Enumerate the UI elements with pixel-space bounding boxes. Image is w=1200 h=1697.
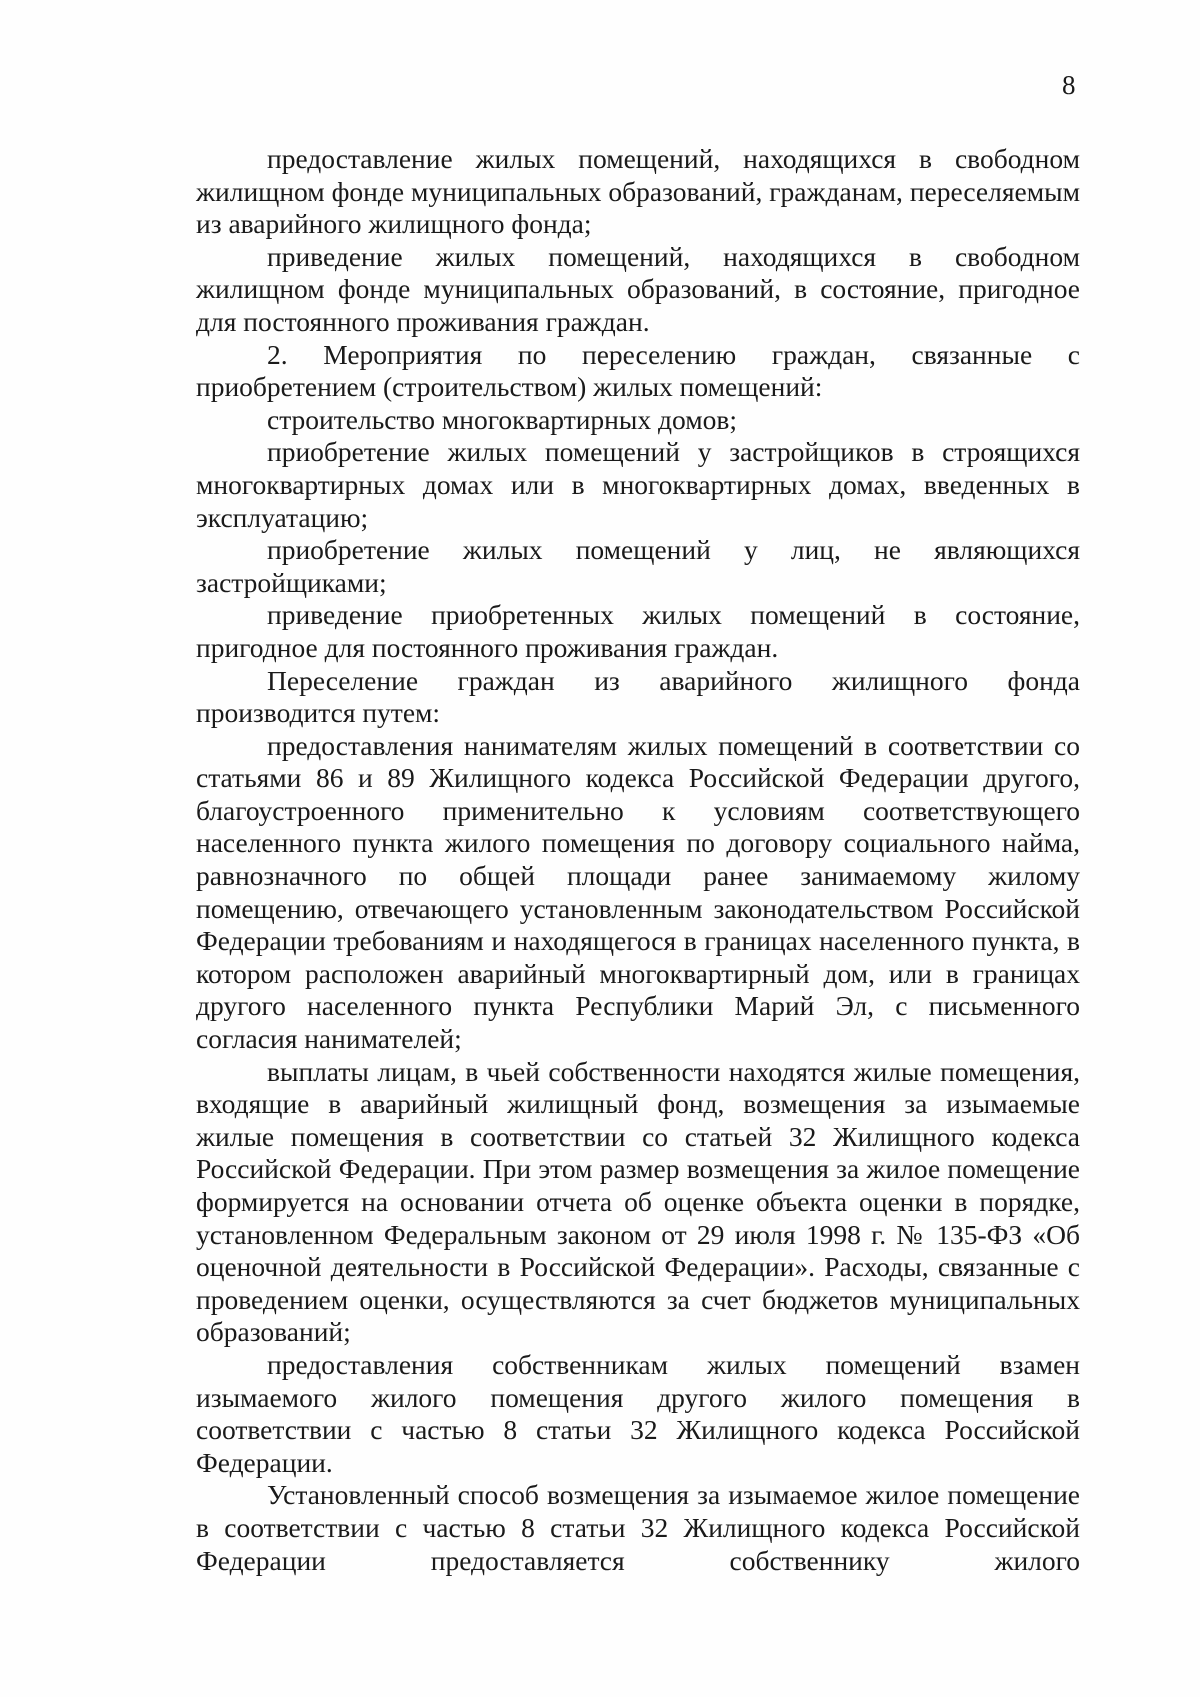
paragraph: приведение приобретенных жилых помещений в состояние, пригодное для постоянного проживания граждан. — [196, 599, 1080, 663]
page-number: 8 — [1062, 70, 1076, 100]
paragraph: предоставление жилых помещений, находящихся в свободном жилищном фонде муниципальных образований, гражданам, переселяемым из аварийного жилищного фонда; — [196, 143, 1080, 240]
paragraph: предоставления нанимателям жилых помещений в соответствии со статьями 86 и 89 Жилищного кодекса Российской Федерации другого, благоустроенного применительно к условиям соответствующего населенного пункта жилого помещения по договору социального найма, равнозначного по общей площади ранее занимаемому жилому помещению, отвечающего установленным законодательством Российской Федерации требованиям и находящегося в границах населенного пункта, в котором расположен аварийный многоквартирный дом, или в границах другого населенного пункта Республики Марий Эл, с письменного согласия нанимателей; — [196, 729, 1080, 1055]
paragraph: предоставления собственникам жилых помещений взамен изымаемого жилого помещения другого жилого помещения в соответствии с частью 8 статьи 32 Жилищного кодекса Российской Федерации. — [196, 1348, 1080, 1478]
paragraph: 2. Мероприятия по переселению граждан, связанные с приобретением (строительством) жилых помещений: — [196, 338, 1080, 403]
paragraph: Переселение граждан из аварийного жилищного фонда производится путем: — [196, 664, 1080, 729]
paragraph: приобретение жилых помещений у застройщиков в строящихся многоквартирных домах или в многоквартирных домах, введенных в эксплуатацию; — [196, 436, 1080, 533]
document-body — [196, 143, 1080, 1577]
paragraph-continued: Установленный способ возмещения за изымаемое жилое помещение в соответствии с частью 8 статьи 32 Жилищного кодекса Российской Федерации предоставляется собственнику жилого — [196, 1479, 1080, 1576]
paragraph: строительство многоквартирных домов; — [267, 403, 737, 435]
paragraph: приобретение жилых помещений у лиц, не являющихся застройщиками; — [196, 534, 1080, 598]
paragraph: приведение жилых помещений, находящихся в свободном жилищном фонде муниципальных образований, в состояние, пригодное для постоянного проживания граждан. — [196, 240, 1080, 337]
paragraph: выплаты лицам, в чьей собственности находятся жилые помещения, входящие в аварийный жилищный фонд, возмещения за изымаемые жилые помещения в соответствии со статьей 32 Жилищного кодекса Российской Федерации. При этом размер возмещения за жилое помещение формируется на основании отчета об оценке объекта оценки в порядке, установленном Федеральным законом от 29 июля 1998 г. № 135-ФЗ «Об оценочной деятельности в Российской Федерации». Расходы, связанные с проведением оценки, осуществляются за счет бюджетов муниципальных образований; — [196, 1055, 1080, 1348]
